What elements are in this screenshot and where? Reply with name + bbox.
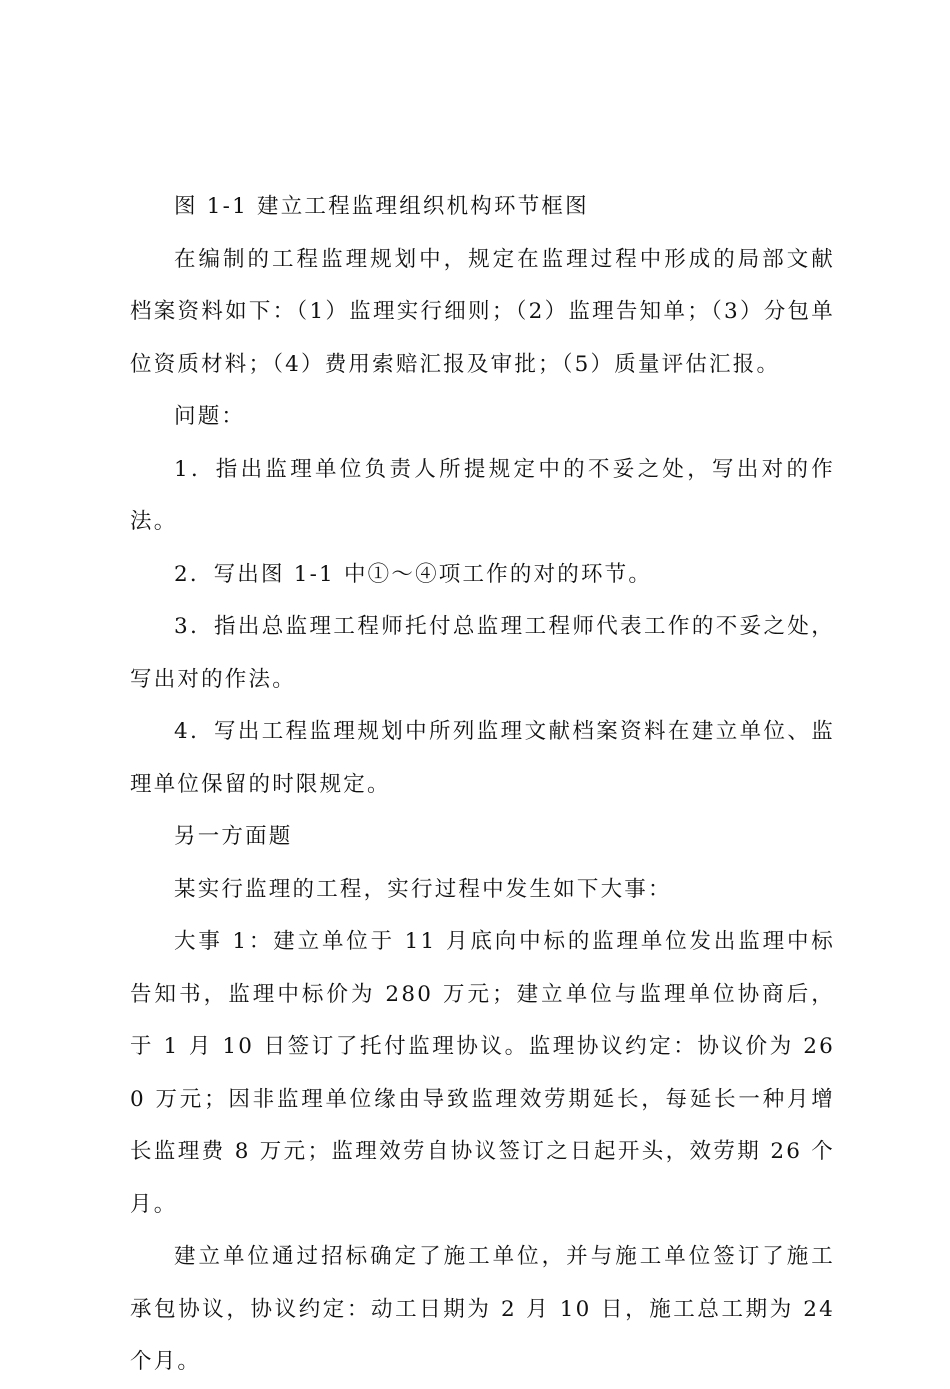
question-4: 4．写出工程监理规划中所列监理文献档案资料在建立单位、监理单位保留的时限规定。 bbox=[130, 719, 835, 797]
question-1: 1．指出监理单位负责人所提规定中的不妥之处，写出对的作法。 bbox=[130, 456, 835, 534]
question-2: 2．写出图 1-1 中①～④项工作的对的环节。 bbox=[174, 561, 653, 587]
event-1: 大事 1：建立单位于 11 月底向中标的监理单位发出监理中标告知书，监理中标价为 280 万元；建立单位与监理单位协商后，于 1 月 10 日签订了托付监理协议。监理协议约定：协议价为 260 万元；因非监理单位缘由导致监理效劳期延长，每延长一种月增长监理费 8 万元；监理效劳自协议签订之日起开头，效劳期 26 个月。 bbox=[130, 929, 835, 1217]
questions-heading: 问题： bbox=[174, 404, 246, 429]
case-intro: 某实行监理的工程，实行过程中发生如下大事： bbox=[174, 876, 672, 902]
figure-caption: 图 1-1 建立工程监理组织机构环节框图 bbox=[174, 194, 589, 219]
paragraph-construction-contract: 建立单位通过招标确定了施工单位，并与施工单位签订了施工承包协议，协议约定：动工日期为 2 月 10 日，施工总工期为 24 个月。 bbox=[130, 1244, 835, 1374]
question-3: 3．指出总监理工程师托付总监理工程师代表工作的不妥之处，写出对的作法。 bbox=[130, 614, 835, 692]
document-body bbox=[130, 181, 835, 1389]
paragraph-archive-list: 在编制的工程监理规划中，规定在监理过程中形成的局部文献档案资料如下：（1）监理实行细则；（2）监理告知单；（3）分包单位资质材料；（4）费用索赔汇报及审批；（5）质量评估汇报。 bbox=[130, 246, 835, 377]
section-heading: 另一方面题 bbox=[174, 824, 293, 849]
